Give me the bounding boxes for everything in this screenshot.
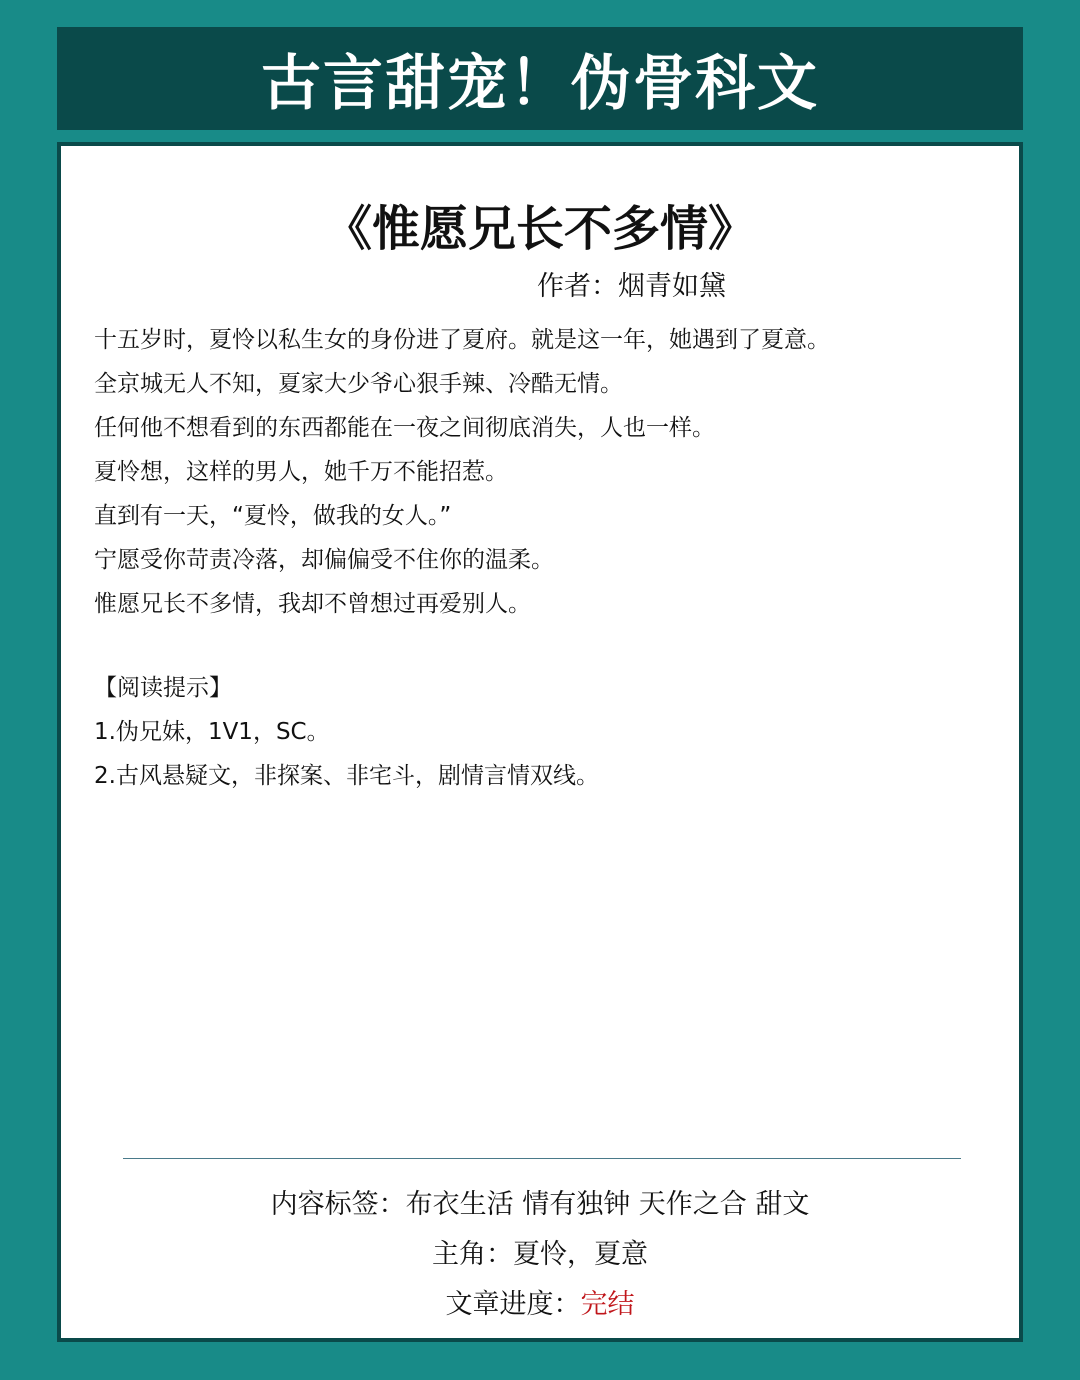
reading-tip: 1.伪兄妹，1V1，SC。 — [94, 719, 330, 745]
synopsis-line: 十五岁时，夏怜以私生女的身份进了夏府。就是这一年，她遇到了夏意。 — [94, 327, 830, 353]
protagonist-label: 主角： — [432, 1239, 513, 1270]
book-card — [57, 142, 1023, 1342]
tags-line — [61, 1180, 1019, 1230]
book-meta — [61, 1180, 1019, 1330]
book-title: 《惟愿兄长不多情》 — [323, 201, 756, 257]
synopsis — [94, 318, 994, 626]
synopsis-line: 宁愿受你苛责冷落，却偏偏受不住你的温柔。 — [94, 547, 554, 573]
banner-title: 古言甜宠！伪骨科文 — [261, 48, 819, 119]
reading-tip: 2.古风悬疑文，非探案、非宅斗，剧情言情双线。 — [94, 763, 599, 789]
header-banner — [57, 27, 1023, 130]
author-name: 烟青如黛 — [618, 271, 726, 302]
protagonist-line — [61, 1230, 1019, 1280]
synopsis-line: 全京城无人不知，夏家大少爷心狠手辣、冷酷无情。 — [94, 371, 623, 397]
tags-label: 内容标签： — [270, 1189, 406, 1220]
progress-label: 文章进度： — [445, 1289, 581, 1320]
author-line — [537, 264, 726, 303]
tags-value: 布衣生活 情有独钟 天作之合 甜文 — [405, 1189, 810, 1220]
reading-tips-heading: 【阅读提示】 — [94, 675, 232, 701]
synopsis-line: 直到有一天，“夏怜，做我的女人。” — [94, 503, 452, 529]
protagonist-value: 夏怜，夏意 — [513, 1239, 648, 1270]
reading-tips — [94, 666, 994, 798]
synopsis-line: 任何他不想看到的东西都能在一夜之间彻底消失，人也一样。 — [94, 415, 715, 441]
progress-line — [61, 1280, 1019, 1330]
author-label: 作者： — [537, 271, 618, 302]
divider — [123, 1158, 961, 1159]
synopsis-line: 夏怜想，这样的男人，她千万不能招惹。 — [94, 459, 508, 485]
progress-status: 完结 — [580, 1289, 635, 1320]
synopsis-line: 惟愿兄长不多情，我却不曾想过再爱别人。 — [94, 591, 531, 617]
